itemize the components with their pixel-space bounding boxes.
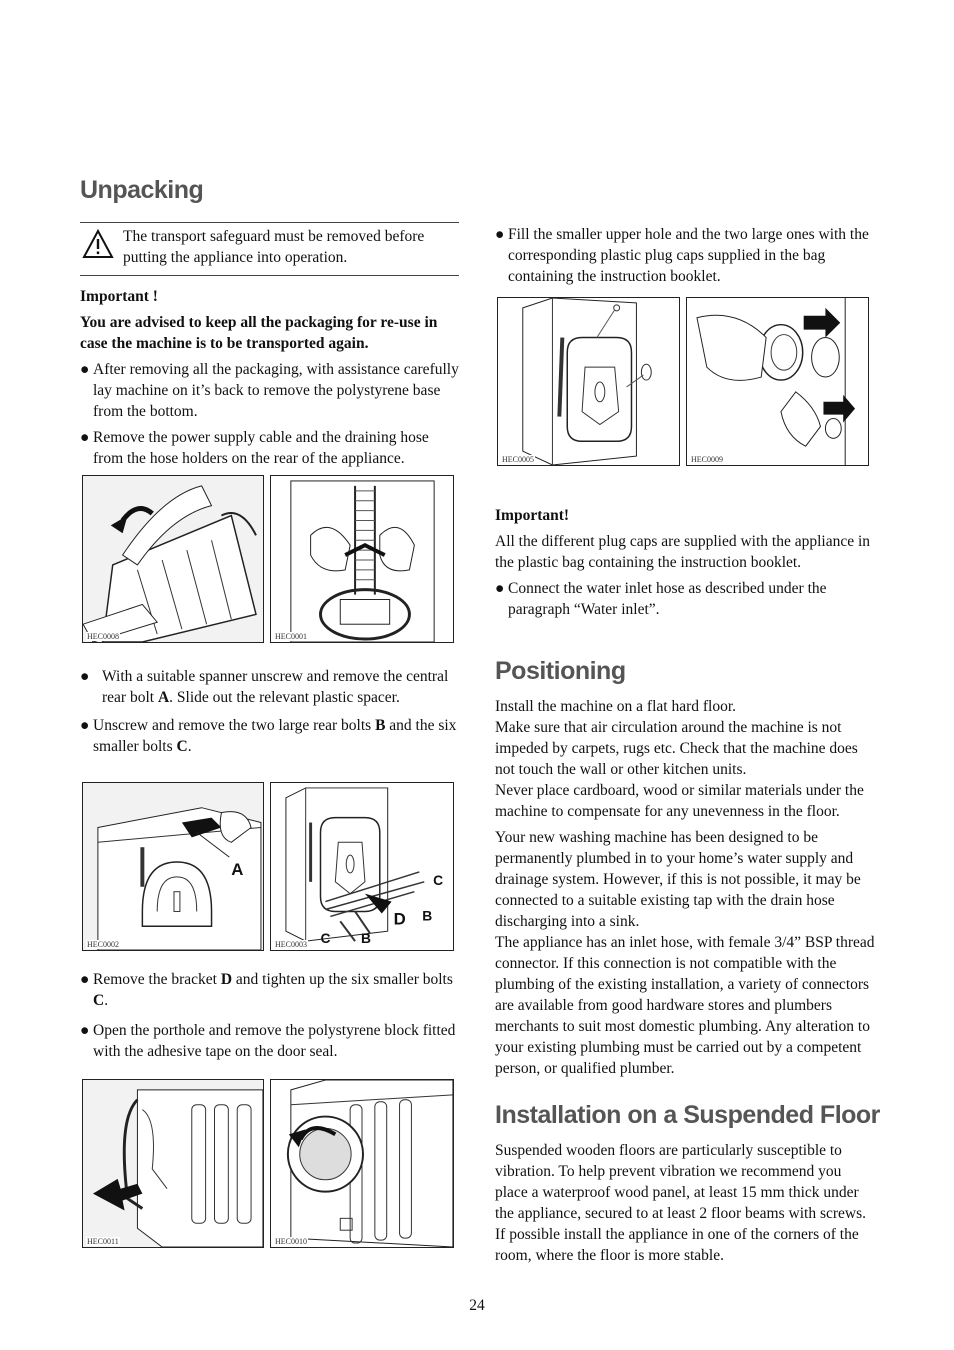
label-c-bold: C (176, 738, 188, 755)
bullet-dot: ● (495, 580, 505, 597)
bullet-text: Open the porthole and remove the polystyrene block fitted with the adhesive tape on the door seal. (93, 1022, 456, 1060)
bullet-dot: ● (80, 717, 90, 734)
label-b: B (361, 930, 372, 947)
positioning-p4: Your new washing machine has been designed to be permanently plumbed in to your home’s water supply and drainage system. However, if this is not possible, it may be connected to a suitable existing tap with the drain hose discharging into a sink. (495, 829, 861, 930)
label-c: C (433, 871, 444, 888)
figure-hec0011 (82, 1079, 264, 1248)
warning-text: The transport safeguard must be removed before putting the appliance into operation. (123, 228, 425, 266)
unpacking-heading: Unpacking (80, 176, 204, 204)
label-b-bold: B (375, 717, 386, 734)
label-c-bold: C (93, 992, 105, 1009)
suspended-floor-heading: Installation on a Suspended Floor (495, 1101, 880, 1129)
bullet-remove-cable (80, 427, 460, 469)
bullet-dot: ● (80, 361, 90, 378)
figure-hec0010 (270, 1079, 454, 1248)
plug-caps-holes-illustration (498, 298, 679, 465)
bullet-text: Unscrew and remove the two large rear bolts (93, 717, 376, 734)
bullet-text: . (187, 738, 192, 755)
bullet-dot: ● (80, 1022, 90, 1039)
positioning-p3: Never place cardboard, wood or similar materials under the machine to compensate for any unevenness in the floor. (495, 782, 864, 820)
bracket-removal-illustration (83, 1080, 263, 1247)
page-number: 24 (469, 1297, 485, 1314)
positioning-heading: Positioning (495, 657, 626, 685)
bullet-fill-holes (495, 224, 877, 287)
bullet-text: Connect the water inlet hose as described under the paragraph “Water inlet”. (508, 580, 827, 618)
bullet-connect-hose (495, 578, 877, 620)
figure-caption: HEC0011 (87, 1237, 119, 1246)
figure-hec0009 (686, 297, 869, 466)
figure-caption: HEC0005 (502, 455, 534, 464)
bullet-dot: ● (495, 226, 505, 243)
figure-caption: HEC0001 (275, 632, 307, 641)
figure-caption: HEC0009 (691, 455, 723, 464)
bullet-remove-bolts-b-c (80, 715, 460, 757)
positioning-p5: The appliance has an inlet hose, with female 3/4” BSP thread connector. If this connection is not compatible with the plumbing of the existing installation, a variety of connectors are available from good hardware stores and plumbers merchants to suit most domestic plumbing. Any alteration to your existing plumbing must be carried out by a competent person, or qualified plumber. (495, 934, 875, 1077)
figure-caption: HEC0010 (275, 1237, 307, 1246)
label-a: A (231, 859, 244, 879)
bullet-text: . (104, 992, 109, 1009)
figure-hec0008 (82, 475, 264, 643)
bullet-text: Remove the bracket (93, 971, 221, 988)
machine-on-back-illustration (83, 476, 263, 642)
bullet-open-porthole (80, 1020, 460, 1062)
warning-box (80, 222, 459, 276)
label-b: B (422, 907, 433, 924)
important-label: Important! (495, 507, 570, 524)
positioning-p2: Make sure that air circulation around the machine is not impeded by carpets, rugs etc. Check that the machine does not touch the wall or other kitchen units. (495, 719, 858, 778)
label-c: C (320, 930, 331, 947)
warning-triangle-icon (82, 229, 114, 259)
figure-hec0005 (497, 297, 680, 466)
figure-hec0001 (270, 475, 454, 643)
bullet-text: With a suitable spanner unscrew and remove the central rear bolt (102, 668, 449, 706)
hose-holder-illustration (271, 476, 453, 642)
important-text: You are advised to keep all the packaging for re-use in case the machine is to be transported again. (80, 314, 438, 352)
fitting-plug-caps-illustration (687, 298, 868, 465)
figure-hec0002 (82, 782, 264, 951)
bullet-text: and the six smaller bolts (93, 717, 457, 755)
label-d-bold: D (220, 971, 233, 988)
label-a-bold: A (157, 689, 170, 706)
rear-bolts-b-c-d-illustration (271, 783, 453, 950)
bullet-dot: ● (80, 971, 90, 988)
important-text: All the different plug caps are supplied with the appliance in the plastic bag containing the instruction booklet. (495, 533, 871, 571)
bullet-remove-packaging (80, 359, 460, 422)
bullet-text: Remove the power supply cable and the draining hose from the hose holders on the rear of the appliance. (93, 429, 429, 467)
positioning-p1: Install the machine on a flat hard floor. (495, 698, 737, 715)
suspended-floor-p1: Suspended wooden floors are particularly susceptible to vibration. To help prevent vibration we recommend you place a waterproof wood panel, at least 15 mm thick under the appliance, secured to at least 2 floor beams with screws. If possible install the appliance in one of the corners of the room, where the floor is more stable. (495, 1142, 867, 1264)
porthole-open-illustration (271, 1080, 453, 1247)
label-d: D (393, 909, 406, 929)
bullet-text: and tighten up the six smaller bolts (232, 971, 453, 988)
figure-hec0003 (270, 782, 454, 951)
important-label: Important ! (80, 288, 158, 305)
bullet-remove-bracket (80, 969, 460, 1011)
figure-caption: HEC0002 (87, 940, 119, 949)
figure-caption: HEC0003 (275, 940, 307, 949)
bullet-dot: ● (80, 668, 90, 685)
rear-bolt-a-illustration (83, 783, 263, 950)
bullet-text: . Slide out the relevant plastic spacer. (169, 689, 400, 706)
bullet-remove-bolt-a (80, 666, 460, 708)
bullet-dot: ● (80, 429, 90, 446)
bullet-text: After removing all the packaging, with assistance carefully lay machine on it’s back to remove the polystyrene base from the bottom. (93, 361, 459, 420)
figure-caption: HEC0008 (87, 632, 119, 641)
bullet-text: Fill the smaller upper hole and the two large ones with the corresponding plastic plug caps supplied in the bag containing the instruction booklet. (508, 226, 869, 285)
